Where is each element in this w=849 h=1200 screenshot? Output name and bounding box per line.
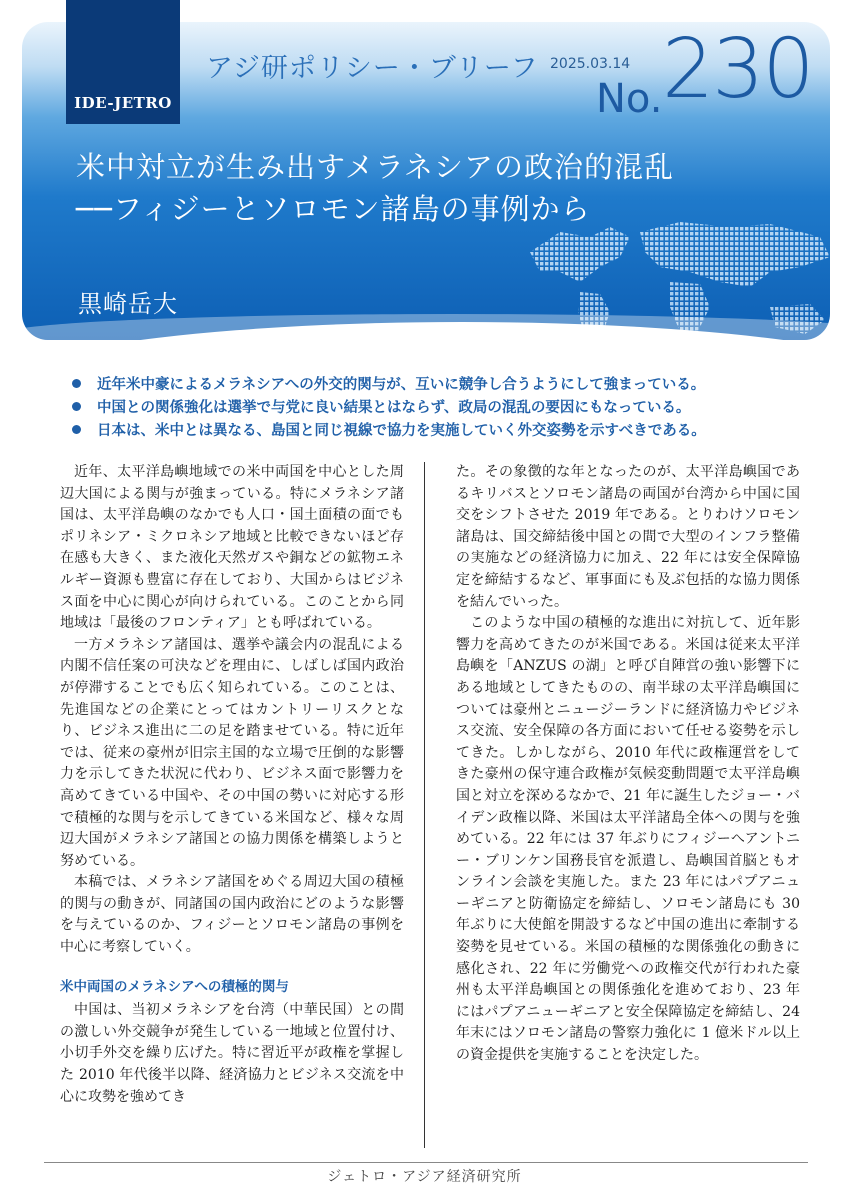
publication-date: 2025.03.14: [550, 56, 631, 72]
key-point: [72, 395, 792, 418]
key-point-text: 近年米中豪によるメラネシアへの外交的関与が、互いに競争し合うようにして強まっている。: [97, 377, 706, 393]
body-paragraph: このような中国の積極的な進出に対抗して、近年影響力を高めてきたのが米国である。米国は従来太平洋島嶼を「ANZUS の湖」と呼び自陣営の強い影響下にある地域としてきたものの、南半球の太平洋島嶼国については豪州とニュージーランドに経済協力やビジネス交流、安全保障の各方面において任せる姿勢を示してきた。しかしながら、2010 年代に政権運営をしてきた豪州の保守連合政権が気候変動問題で太平洋島嶼国と対立を深めるなかで、21 年に誕生したジョー・バイデン政権以降、米国は太平洋諸島全体への関与を強めている。22 年には 37 年ぶりにフィジーへアントニー・ブリンケン国務長官を派遣し、島嶼国首脳ともオンライン会談を実施した。また 23 年にはパプアニューギニアと防衛協定を締結し、ソロモン諸島にも 30 年ぶりに大使館を開設するなど中国の進出に牽制する姿勢を見せている。米国の積極的な関係強化の動きに感化され、22 年に労働党への政権交代が行われた豪州も太平洋島嶼国との関係強化を進めており、23 年にはパプアニューギニアと安全保障協定を締結し、24 年末にはソロモン諸島の警察力強化に 1 億米ドル以上の資金提供を実施することを決定した。: [456, 615, 800, 1064]
page-title: [76, 146, 674, 230]
key-point-text: 日本は、米中とは異なる、島国と同じ視線で協力を実施していく外交姿勢を示すべきである。: [97, 423, 706, 439]
title-line-2: ──フィジーとソロモン諸島の事例から: [76, 192, 591, 226]
section-heading: 米中両国のメラネシアへの積極的関与: [60, 978, 289, 995]
title-line-1: 米中対立が生み出すメラネシアの政治的混乱: [76, 150, 674, 184]
ide-jetro-logo: [66, 0, 180, 124]
body-paragraph: 近年、太平洋島嶼地域での米中両国を中心とした周辺大国による関与が強まっている。特にメラネシア諸国は、太平洋島嶼のなかでも人口・国土面積の面でもポリネシア・ミクロネシア地域と比較できないほど存在感も大きく、また液化天然ガスや銅などの鉱物エネルギー資源も豊富に存在しており、大国からはビジネス面を中心に関心が向けられている。このことから同地域は「最後のフロンティア」とも呼ばれている。: [60, 464, 404, 632]
footer-rule: [44, 1162, 808, 1163]
logo-text: IDE-JETRO: [74, 94, 172, 112]
body-paragraph: た。その象徴的な年となったのが、太平洋島嶼国であるキリバスとソロモン諸島の両国が台湾から中国に国交をシフトさせた 2019 年である。とりわけソロモン諸島は、国交締結後中国との間で大型のインフラ整備の実施などの経済協力に加え、22 年には安全保障協定を締結するなど、軍事面にも及ぶ包括的な協力関係を結んでいった。: [456, 464, 800, 610]
issue-prefix: No.: [596, 76, 663, 122]
series-title: アジ研ポリシー・ブリーフ: [206, 53, 539, 84]
key-points-list: [72, 372, 792, 441]
right-column: [456, 462, 800, 1067]
bullet-icon: [72, 425, 81, 434]
key-point-text: 中国との関係強化は選挙で与党に良い結果とはならず、政局の混乱の要因にもなっている。: [97, 400, 691, 416]
key-point: [72, 418, 792, 441]
body-paragraph: 中国は、当初メラネシアを台湾（中華民国）との間の激しい外交競争が発生している一地域と位置付け、小切手外交を繰り広げた。特に習近平が政権を掌握した 2010 年代後半以降、経済協力とビジネス交流を中心に攻勢を強めてき: [60, 1002, 404, 1105]
bullet-icon: [72, 379, 81, 388]
left-column: [60, 462, 404, 1108]
bullet-icon: [72, 402, 81, 411]
author-name: 黒崎岳大: [78, 290, 178, 318]
body-paragraph: 一方メラネシア諸国は、選挙や議会内の混乱による内閣不信任案の可決などを理由に、しばしば国内政治が停滞することでも広く知られている。このことは、先進国などの企業にとってはカントリーリスクとなり、ビジネス進出に二の足を踏ませている。特に近年では、従来の豪州が旧宗主国的な立場で圧倒的な影響力を示してきた状況に代わり、ビジネス面で影響力を高めてきている中国や、その中国の勢いに対応する形で積極的な関与を示してきている米国など、様々な周辺大国がメラネシア諸国との協力関係を構築しようと努めている。: [60, 636, 404, 869]
key-point: [72, 372, 792, 395]
body-paragraph: 本稿では、メラネシア諸国をめぐる周辺大国の積極的関与の動きが、同諸国の国内政治にどのような影響を与えているのか、フィジーとソロモン諸島の事例を中心に考察していく。: [60, 874, 404, 956]
issue-number: 230: [662, 22, 813, 117]
footer-publisher: ジェトロ・アジア経済研究所: [327, 1169, 522, 1185]
column-divider: [424, 462, 425, 1148]
